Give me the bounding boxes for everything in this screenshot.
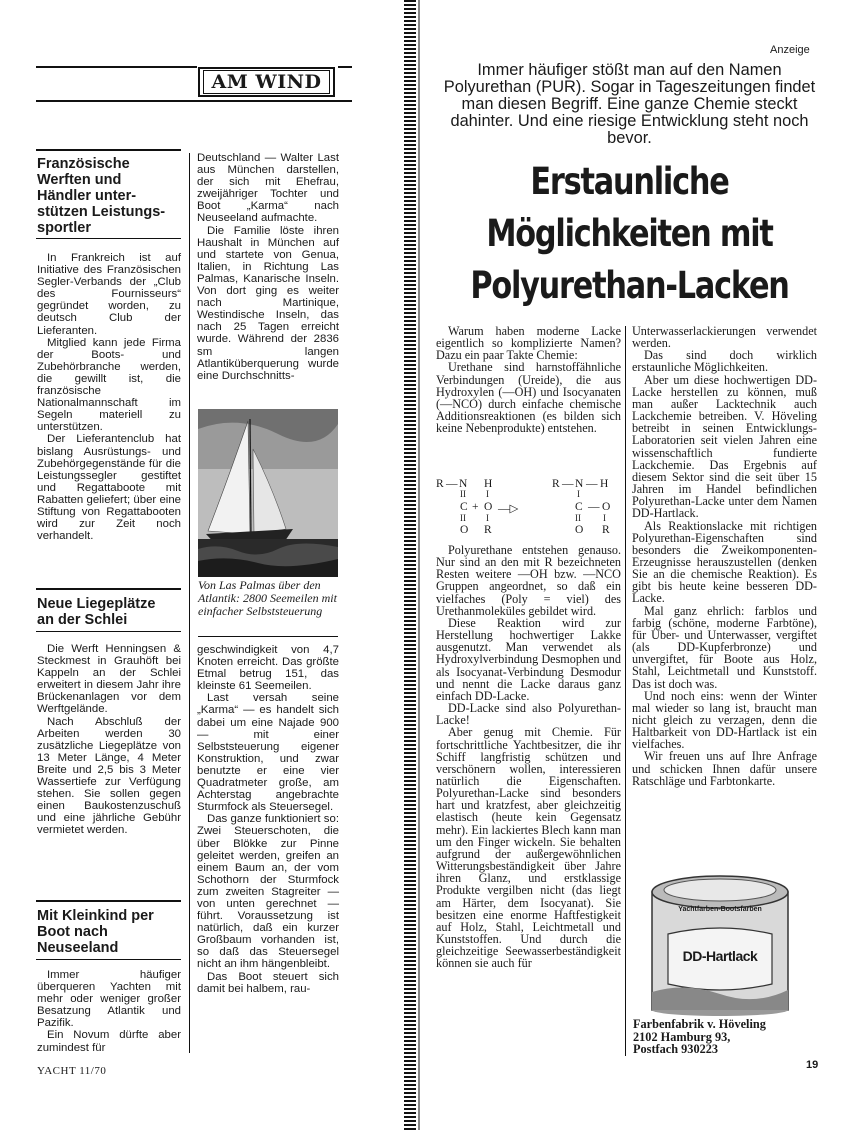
- formula-atom: O: [484, 501, 493, 513]
- address-line: 2102 Hamburg 93,: [633, 1029, 731, 1044]
- page-number: 19: [806, 1059, 819, 1071]
- paragraph: Urethane sind harnstoffähnliche Verbindungen (Ureide), die aus Hydroxylen (—OH) und Isocyanaten (—NCO) durch einfache chemische Additionsreaktionen (es bilden sich keine Nebenprodukte) entstehen.: [436, 360, 621, 436]
- section-badge-text: AM WIND: [203, 70, 331, 94]
- can-label-main: DD-Hartlack: [682, 948, 758, 964]
- paragraph: Last versah seine „Karma“ — es handelt sich dabei um eine Najade 900 — mit einer Selbststeuerung eigener Konstruktion, und zwar benutzte er eine vier Quadratmeter große, am Achterstag angebrachte Sturmfock als Steuersegel.: [197, 692, 339, 814]
- article2-rule-2: [36, 631, 181, 632]
- article1-headline: [37, 156, 187, 236]
- paragraph: Unterwasserlackierungen verwendet werden.: [632, 324, 817, 351]
- article1-rule-2: [36, 238, 181, 239]
- ad-label: Anzeige: [770, 44, 810, 56]
- paragraph: Die Familie löste ihren Haushalt in München auf und startete von Genua, Italien, in Richtung Las Palmas, Kanarische Inseln. Von dort ging es weiter nach Martinique, Westindische Inseln, das nach 25 Tagen erreicht wurde. Während der 2836 sm langen Atlantiküberquerung wurde eine Durchschnitts-: [197, 224, 339, 382]
- ad-column-2: [632, 325, 817, 787]
- paragraph: Diese Reaktion wird zur Herstellung hochwertiger Lakke ausgenutzt. Man verwendet als Hydroxylverbindung Desmophen und als Isocyanat-Verbindung Desmodur und nennt die Lacke daraus ganz einfach DD-Lacke.: [436, 615, 621, 703]
- paragraph: Der Lieferantenclub hat bislang Ausrüstungs- und Zubehörgegenstände für die Leistungssegler gestiftet und Regattaboote mit Rabatten geliefert; über eine Stiftung von Regattabooten wird zur Zeit noch verhandelt.: [37, 433, 181, 543]
- formula-atom: R: [552, 478, 560, 490]
- middle-column-bottom: [197, 644, 339, 995]
- paragraph: Aber um diese hochwertigen DD-Lacke herstellen zu können, muß man außer Lacktechnik auch Lackchemie betreiben. V. Höveling betreibt in seinen Entwicklungs-Laboratorien seit vielen Jahren eine wissenschaftlich fundierte Lackchemie. Das Ergebnis auf diesem Sektor sind die seit über 15 Jahren im Handel befindlichen Polyurethan-Lacke unter dem Namen DD-Hartlack.: [632, 372, 817, 521]
- article2-body: [37, 643, 181, 837]
- formula-atom: O: [602, 501, 611, 513]
- formula-plus: +: [472, 501, 479, 513]
- middle-column-top: [197, 152, 339, 382]
- paragraph: In Frankreich ist auf Initiative des Französischen Segler-Verbands der „Club des Fournisseurs“ gegründet worden, zu deutsch Club der Lieferanten.: [37, 252, 181, 337]
- formula-atom: R: [602, 524, 610, 536]
- paragraph: Immer häufiger überqueren Yachten mit mehr oder weniger großer Besatzung Atlantik und Pazifik.: [37, 969, 181, 1030]
- paragraph: Warum haben moderne Lacke eigentlich so komplizierte Namen? Dazu ein paar Takte Chemie:: [436, 324, 621, 363]
- article3-rule: [36, 900, 181, 902]
- formula-atom: O: [575, 524, 584, 536]
- section-badge: [198, 67, 335, 97]
- paragraph: Und noch eins: wenn der Winter mal wieder so lang ist, braucht man nicht gleich zu verzagen, denn die Haltbarkeit von DD-Hartlack ist ein vielfaches.: [632, 688, 817, 752]
- header-rule-left: [36, 66, 197, 68]
- article1-rule: [36, 149, 181, 151]
- formula-atom: N: [459, 478, 468, 490]
- formula-bond: —: [446, 478, 458, 490]
- chemical-formula: R — N H II I C + O —▷ O R R — N — H I C — O II I O R II I: [436, 478, 611, 536]
- ad-intro: Immer häufiger stößt man auf den Namen Polyurethan (PUR). Sogar in Tageszeitungen findet man diesen Begriff. Eine ganze Chemie steckt dahinter. Und eine riesige Entwicklung steht noch bevor.: [443, 61, 816, 147]
- formula-arrow: —▷: [498, 503, 519, 515]
- paragraph: geschwindigkeit von 4,7 Knoten erreicht. Das größte Etmal betrug 151, das kleinste 61 Seemeilen.: [197, 644, 339, 693]
- paragraph: Das Boot steuert sich damit bei halbem, rau-: [197, 970, 339, 995]
- paragraph: Nach Abschluß der Arbeiten werden 30 zusätzliche Liegeplätze von 13 Meter Länge, 4 Meter Breite und 2,5 bis 3 Meter Wassertiefe zur Verfügung stehen. Sie sollen gegen einen Baukostenzuschuß und eine jährliche Gebühr vermietet werden.: [37, 715, 181, 837]
- paragraph: Das sind doch wirklich erstaunliche Möglichkeiten.: [632, 348, 817, 375]
- headline-line: stützen Leistungs-: [37, 204, 166, 220]
- paragraph: Wir freuen uns auf Ihre Anfrage und schicken Ihnen dafür unsere Ratschläge und Farbtonkarte.: [632, 749, 817, 788]
- paint-can-image: [650, 872, 790, 1016]
- article2-rule: [36, 588, 181, 590]
- paragraph: Als Reaktionslacke mit richtigen Polyurethan-Eigenschaften sind besonders die Zweikomponenten-Erzeugnisse herauszustellen (denken Sie an die chemische Reaktion). Es gibt bis heute keine besseren DD-Lacke.: [632, 518, 817, 606]
- headline-line: an der Schlei: [37, 612, 128, 628]
- formula-atom: C: [575, 501, 583, 513]
- formula-atom: H: [484, 478, 493, 490]
- ad-column-divider: [625, 326, 626, 1056]
- sailboat-photo: [198, 409, 338, 577]
- address-line: Postfach 930223: [633, 1042, 719, 1056]
- photo-caption: Von Las Palmas über den Atlantik: 2800 Seemeilen mit einfacher Selbststeuerung: [198, 578, 337, 618]
- caption-rule: [198, 636, 338, 637]
- headline-line: Neuseeland: [37, 940, 119, 956]
- paragraph: DD-Lacke sind also Polyurethan-Lacke!: [436, 701, 621, 728]
- headline-line: Händler unter-: [37, 188, 137, 204]
- formula-atom: N: [575, 478, 584, 490]
- formula-atom: O: [460, 524, 469, 536]
- headline-line: Werften und: [37, 172, 122, 188]
- formula-atom: R: [484, 524, 492, 536]
- formula-bond: II: [460, 489, 466, 499]
- headline-line: Mit Kleinkind per: [37, 908, 154, 924]
- ad-title-line: Erstaunliche: [530, 160, 729, 203]
- page-footer: YACHT 11/70: [37, 1065, 107, 1077]
- ad-column-1-top: [436, 325, 621, 434]
- can-label-top: Yachtfarben-Bootsfarben: [678, 906, 762, 913]
- article3-headline: [37, 908, 187, 956]
- binding-gutter: [404, 0, 416, 1130]
- headline-line: sportler: [37, 220, 91, 236]
- column-divider: [189, 153, 190, 1053]
- header-rule-right: [338, 66, 352, 68]
- address-line: Farbenfabrik v. Höveling: [633, 1017, 766, 1031]
- gutter-shadow: [418, 0, 420, 1130]
- headline-line: Boot nach: [37, 924, 108, 940]
- ad-address: [633, 1018, 813, 1056]
- article3-body: [37, 969, 181, 1054]
- article3-rule-2: [36, 959, 181, 960]
- ad-column-1-bottom: [436, 544, 621, 969]
- paragraph: Die Werft Henningsen & Steckmest in Grauhöft bei Kappeln an der Schlei erweitert in diesem Jahr ihre Brückenanlagen vor dem Werftgelände.: [37, 643, 181, 716]
- formula-atom: R: [436, 478, 444, 490]
- paragraph: Das ganze funktioniert so: Zwei Steuerschoten, die über Blökke zur Pinne geleitet werden, greifen an einem Baum an, der vom Schothorn der Sturmfock zum zweiten Stagreiter — von unten gerechnet — führt. Voraussetzung ist natürlich, daß ein kurzer Großbaum vorhanden ist, so daß das Steuersegel nicht an ihm hängenbleibt.: [197, 813, 339, 971]
- paragraph: Aber genug mit Chemie. Für fortschrittliche Yachtbesitzer, die ihr Schiff langfristig schützen und verschönern wollen, interessieren natürlich die Eigenschaften. Polyurethan-Lacke sind besonders hart und kratzfest, aber gleichzeitig elastisch (heute kein Gegensatz mehr). Ein lackiertes Blech kann man um den Finger wickeln. Sie behalten aufgrund der außergewöhnlichen Witterungsbeständigkeit über Jahre ihren Glanz, und erstklassige Produkte vergilben nicht (das liegt am Härter, dem Isocyanat). Sie besitzen eine enorme Haftfestigkeit auf Holz, Stahl, Leichtmetall und Kunststoffen. Und durch die gleichzeitige Seewasserbeständigkeit können sie auch für: [436, 725, 621, 971]
- ad-title-line: Polyurethan-Lacken: [470, 264, 789, 307]
- headline-line: Französische: [37, 156, 130, 172]
- paragraph: Mitglied kann jede Firma der Boots- und Zubehörbranche werden, die gewillt ist, die französische Nationalmannschaft im Segeln materiell zu unterstützen.: [37, 336, 181, 434]
- paragraph: Ein Novum dürfte aber zumindest für: [37, 1029, 181, 1054]
- formula-bond: I: [486, 489, 489, 499]
- header-rule-bottom: [36, 100, 352, 102]
- ad-title-line: Möglichkeiten mit: [486, 212, 773, 255]
- paragraph: Polyurethane entstehen genauso. Nur sind an den mit R bezeichneten Resten weitere —OH bzw. —NCO Gruppen angeordnet, so daß ein vielfaches (Poly = viel) des Urethanmoleküles gebildet wird.: [436, 543, 621, 618]
- article2-headline: [37, 596, 187, 628]
- headline-line: Neue Liegeplätze: [37, 596, 156, 612]
- paragraph: Deutschland — Walter Last aus München darstellen, der sich mit Ehefrau, zweijähriger Tochter und Boot „Karma“ nach Neuseeland aufmachte.: [197, 152, 339, 225]
- paragraph: Mal ganz ehrlich: farblos und farbig (schöne, moderne Farbtöne), für Über- und Unterwasser, vergiftet (als DD-Kupferbronze) und unvergiftet, für Boote aus Holz, Stahl, Leichtmetall und Kunststoff. Das ist doch was.: [632, 603, 817, 691]
- formula-atom: C: [460, 501, 468, 513]
- formula-atom: H: [600, 478, 609, 490]
- article1-body: [37, 252, 181, 542]
